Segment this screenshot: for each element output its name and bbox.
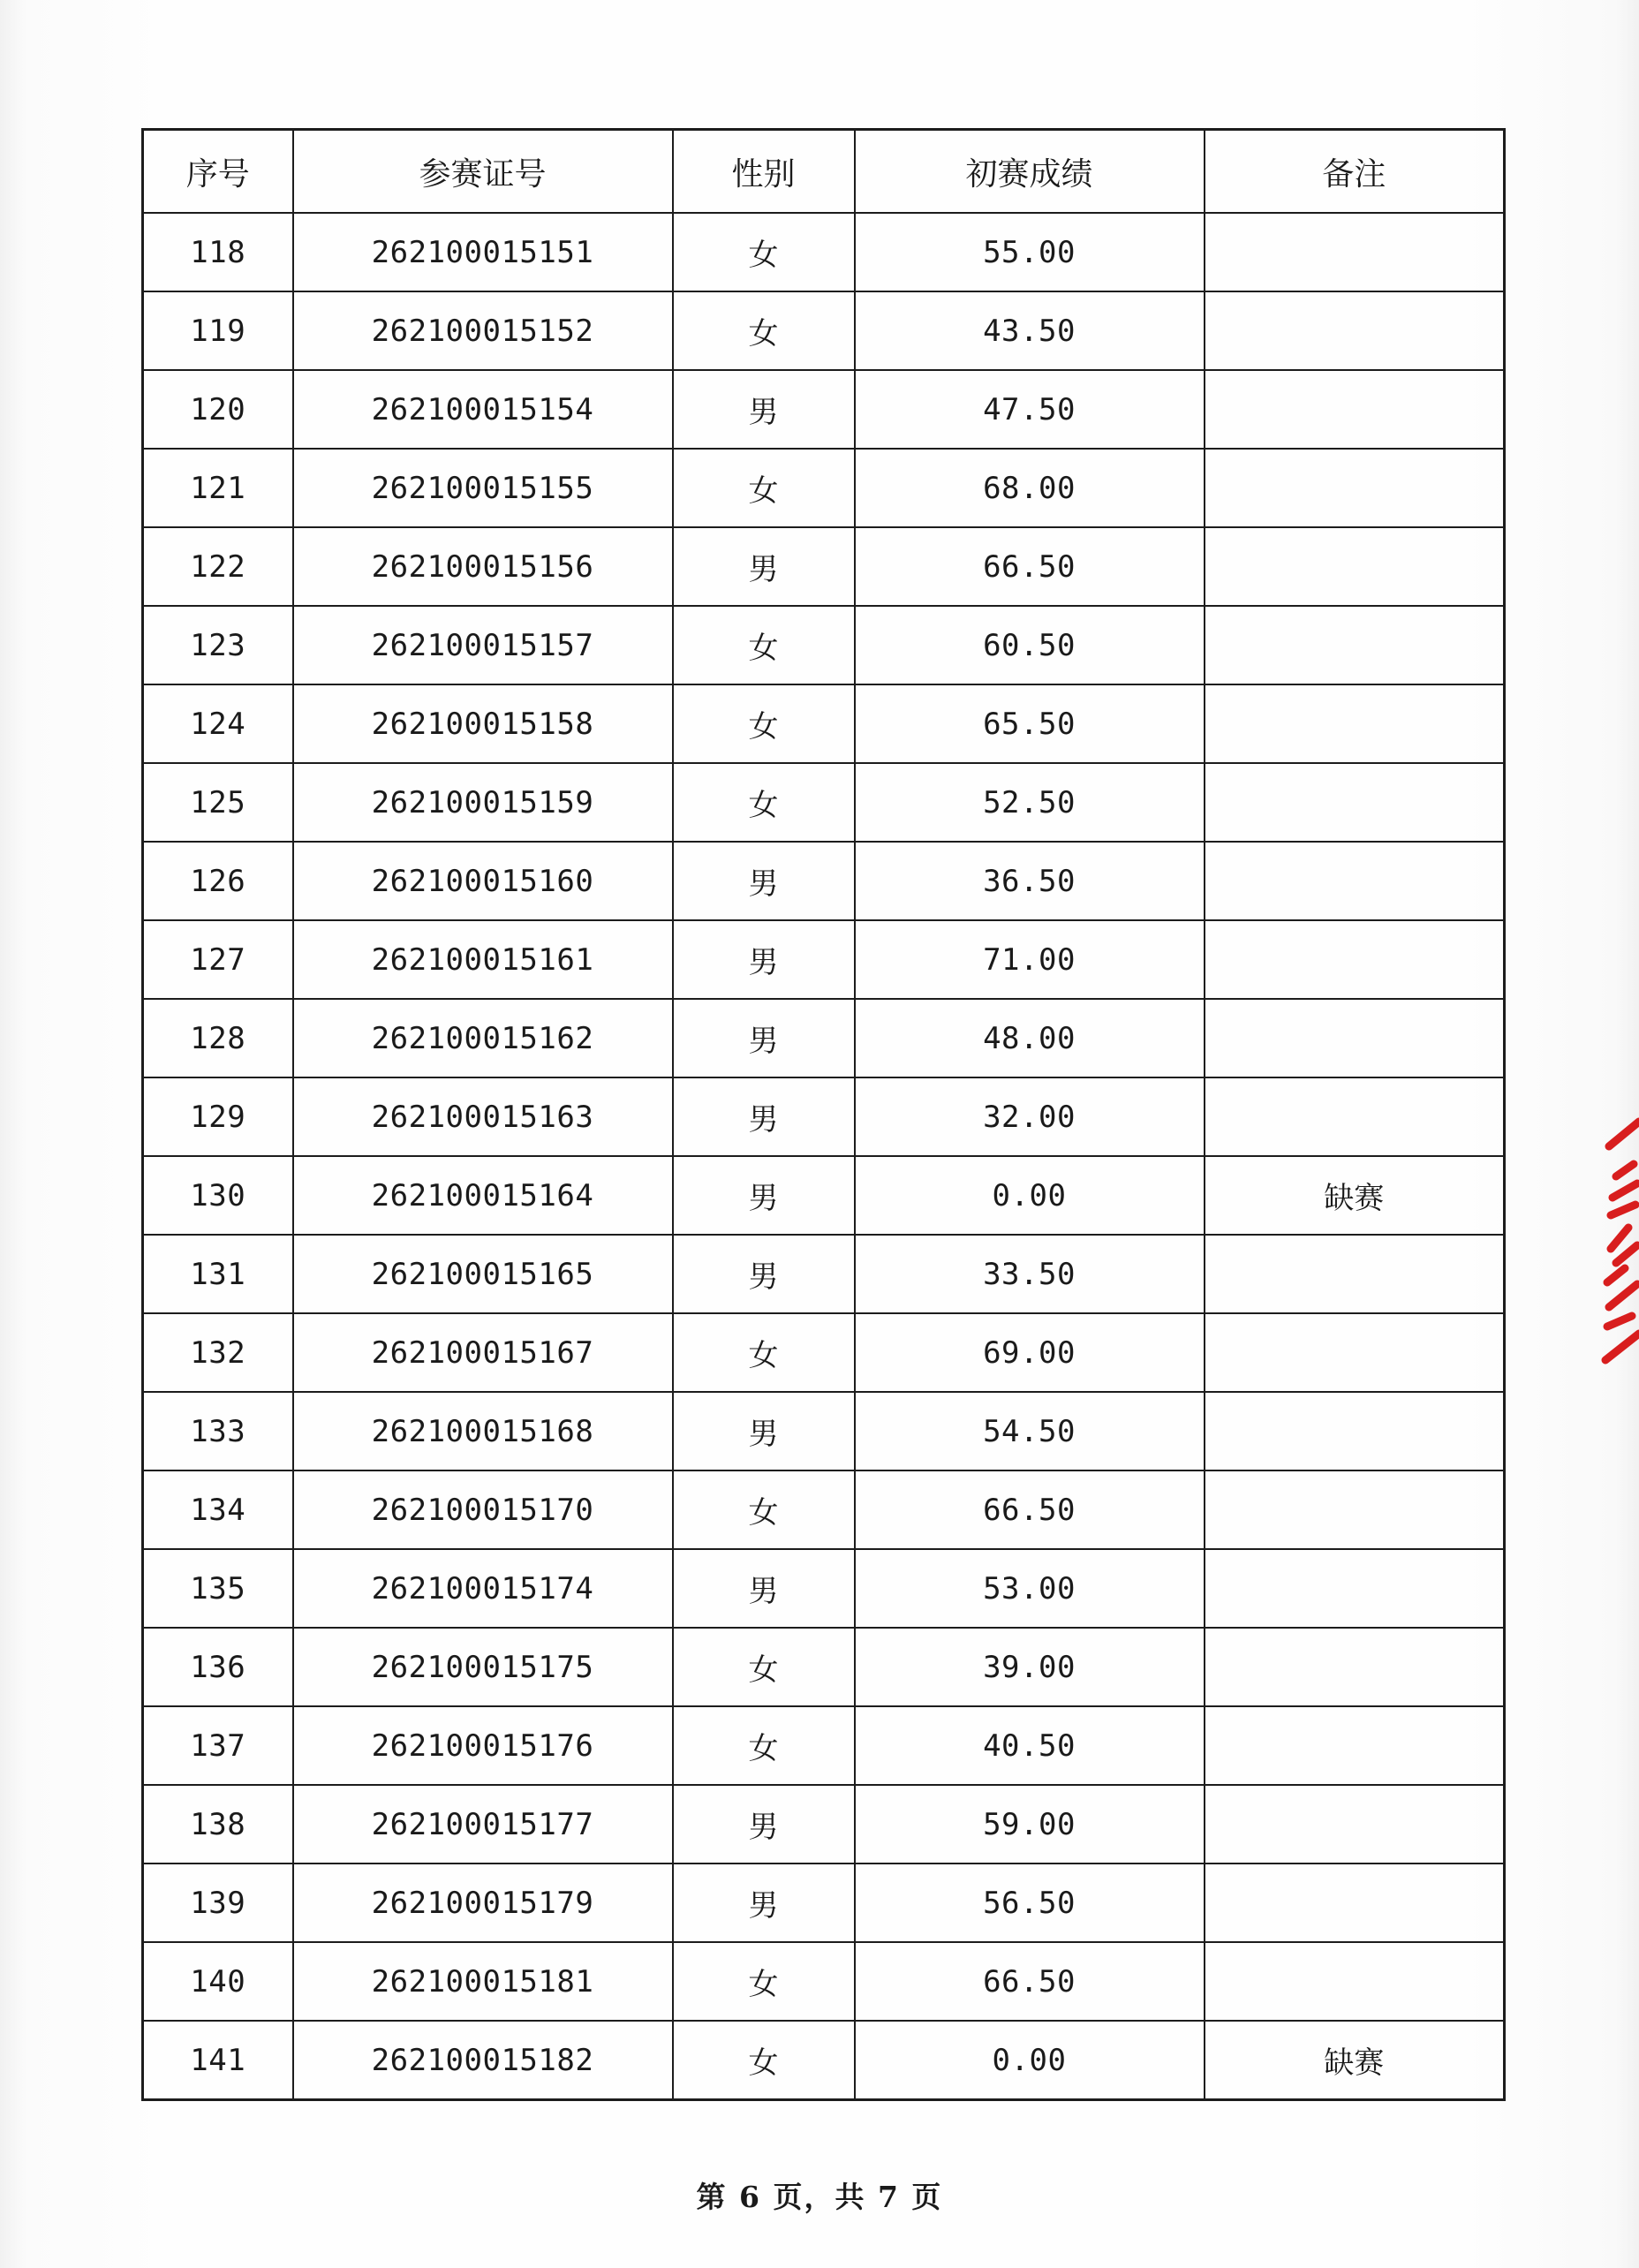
- table-row: [143, 1313, 1505, 1392]
- cell-entry-id: 262100015161: [293, 920, 673, 999]
- cell-score: 71.00: [855, 920, 1205, 999]
- cell-entry-id: 262100015167: [293, 1313, 673, 1392]
- cell-entry-id: 262100015159: [293, 763, 673, 842]
- cell-entry-id: 262100015164: [293, 1156, 673, 1235]
- cell-score: 0.00: [855, 1156, 1205, 1235]
- cell-score: 36.50: [855, 842, 1205, 920]
- cell-remark: [1205, 1785, 1505, 1864]
- table-row: [143, 1785, 1505, 1864]
- cell-index: 136: [143, 1628, 293, 1706]
- cell-remark: [1205, 213, 1505, 291]
- cell-gender: 男: [673, 1392, 855, 1470]
- cell-remark: [1205, 920, 1505, 999]
- cell-remark: [1205, 842, 1505, 920]
- table-row: [143, 1549, 1505, 1628]
- cell-gender: 女: [673, 1470, 855, 1549]
- cell-gender: 女: [673, 449, 855, 527]
- cell-gender: 女: [673, 1313, 855, 1392]
- cell-entry-id: 262100015175: [293, 1628, 673, 1706]
- cell-score: 47.50: [855, 370, 1205, 449]
- cell-index: 131: [143, 1235, 293, 1313]
- cell-entry-id: 262100015151: [293, 213, 673, 291]
- header-remark: 备注: [1205, 130, 1505, 214]
- cell-index: 123: [143, 606, 293, 684]
- table-header-row: [143, 130, 1505, 214]
- header-index: 序号: [143, 130, 293, 214]
- cell-remark: [1205, 684, 1505, 763]
- cell-score: 56.50: [855, 1864, 1205, 1942]
- cell-score: 53.00: [855, 1549, 1205, 1628]
- table-row: [143, 920, 1505, 999]
- cell-score: 59.00: [855, 1785, 1205, 1864]
- header-gender: 性别: [673, 130, 855, 214]
- cell-score: 48.00: [855, 999, 1205, 1077]
- cell-index: 125: [143, 763, 293, 842]
- cell-remark: [1205, 999, 1505, 1077]
- cell-index: 126: [143, 842, 293, 920]
- cell-entry-id: 262100015182: [293, 2021, 673, 2100]
- cell-score: 0.00: [855, 2021, 1205, 2100]
- cell-remark: [1205, 1628, 1505, 1706]
- cell-score: 39.00: [855, 1628, 1205, 1706]
- cell-entry-id: 262100015170: [293, 1470, 673, 1549]
- cell-entry-id: 262100015156: [293, 527, 673, 606]
- cell-score: 55.00: [855, 213, 1205, 291]
- table-row: [143, 1628, 1505, 1706]
- cell-gender: 男: [673, 1077, 855, 1156]
- cell-gender: 男: [673, 1864, 855, 1942]
- cell-remark: [1205, 527, 1505, 606]
- cell-gender: 男: [673, 920, 855, 999]
- cell-score: 65.50: [855, 684, 1205, 763]
- cell-index: 133: [143, 1392, 293, 1470]
- cell-remark: [1205, 1392, 1505, 1470]
- table-row: [143, 999, 1505, 1077]
- cell-entry-id: 262100015157: [293, 606, 673, 684]
- cell-gender: 男: [673, 1785, 855, 1864]
- cell-index: 129: [143, 1077, 293, 1156]
- cell-gender: 女: [673, 213, 855, 291]
- cell-remark: [1205, 1942, 1505, 2021]
- cell-gender: 女: [673, 763, 855, 842]
- cell-index: 141: [143, 2021, 293, 2100]
- cell-score: 68.00: [855, 449, 1205, 527]
- table-row: [143, 1942, 1505, 2021]
- cell-index: 119: [143, 291, 293, 370]
- cell-gender: 女: [673, 1628, 855, 1706]
- cell-index: 120: [143, 370, 293, 449]
- cell-entry-id: 262100015165: [293, 1235, 673, 1313]
- cell-index: 135: [143, 1549, 293, 1628]
- cell-entry-id: 262100015163: [293, 1077, 673, 1156]
- table-row: [143, 606, 1505, 684]
- table-row: [143, 1864, 1505, 1942]
- cell-entry-id: 262100015152: [293, 291, 673, 370]
- cell-gender: 男: [673, 527, 855, 606]
- cell-gender: 女: [673, 1706, 855, 1785]
- cell-entry-id: 262100015162: [293, 999, 673, 1077]
- cell-score: 40.50: [855, 1706, 1205, 1785]
- cell-index: 139: [143, 1864, 293, 1942]
- cell-index: 127: [143, 920, 293, 999]
- cell-entry-id: 262100015158: [293, 684, 673, 763]
- cell-index: 130: [143, 1156, 293, 1235]
- cell-index: 121: [143, 449, 293, 527]
- table-row: [143, 763, 1505, 842]
- cell-index: 128: [143, 999, 293, 1077]
- cell-remark: [1205, 291, 1505, 370]
- cell-gender: 女: [673, 606, 855, 684]
- cell-gender: 男: [673, 1235, 855, 1313]
- cell-gender: 女: [673, 684, 855, 763]
- table-row: [143, 684, 1505, 763]
- table-row: [143, 449, 1505, 527]
- header-score: 初赛成绩: [855, 130, 1205, 214]
- cell-index: 122: [143, 527, 293, 606]
- cell-entry-id: 262100015176: [293, 1706, 673, 1785]
- table-row: [143, 1392, 1505, 1470]
- cell-score: 33.50: [855, 1235, 1205, 1313]
- cell-gender: 女: [673, 2021, 855, 2100]
- cell-remark: 缺赛: [1205, 2021, 1505, 2100]
- cell-index: 137: [143, 1706, 293, 1785]
- cell-entry-id: 262100015155: [293, 449, 673, 527]
- cell-gender: 男: [673, 370, 855, 449]
- table-body: [143, 213, 1505, 2100]
- table-row: [143, 213, 1505, 291]
- cell-entry-id: 262100015154: [293, 370, 673, 449]
- cell-gender: 男: [673, 1549, 855, 1628]
- cell-gender: 女: [673, 291, 855, 370]
- cell-entry-id: 262100015179: [293, 1864, 673, 1942]
- cell-remark: [1205, 1470, 1505, 1549]
- cell-remark: [1205, 606, 1505, 684]
- cell-entry-id: 262100015177: [293, 1785, 673, 1864]
- cell-entry-id: 262100015168: [293, 1392, 673, 1470]
- cell-index: 134: [143, 1470, 293, 1549]
- cell-score: 69.00: [855, 1313, 1205, 1392]
- cell-remark: [1205, 449, 1505, 527]
- table-row: [143, 1235, 1505, 1313]
- cell-score: 60.50: [855, 606, 1205, 684]
- cell-entry-id: 262100015160: [293, 842, 673, 920]
- table-row: [143, 1077, 1505, 1156]
- cell-score: 43.50: [855, 291, 1205, 370]
- table-row: [143, 842, 1505, 920]
- table-row: [143, 1470, 1505, 1549]
- table-row: [143, 527, 1505, 606]
- cell-index: 118: [143, 213, 293, 291]
- cell-score: 54.50: [855, 1392, 1205, 1470]
- cell-remark: [1205, 763, 1505, 842]
- results-table: [141, 128, 1506, 2101]
- table-row: [143, 1706, 1505, 1785]
- cell-gender: 男: [673, 999, 855, 1077]
- cell-index: 138: [143, 1785, 293, 1864]
- cell-gender: 男: [673, 1156, 855, 1235]
- cell-remark: [1205, 1549, 1505, 1628]
- cell-score: 32.00: [855, 1077, 1205, 1156]
- cell-index: 124: [143, 684, 293, 763]
- cell-gender: 女: [673, 1942, 855, 2021]
- header-entry-id: 参赛证号: [293, 130, 673, 214]
- cell-index: 132: [143, 1313, 293, 1392]
- cell-score: 66.50: [855, 527, 1205, 606]
- cell-entry-id: 262100015181: [293, 1942, 673, 2021]
- cell-entry-id: 262100015174: [293, 1549, 673, 1628]
- table-row: [143, 1156, 1505, 1235]
- cell-remark: [1205, 1235, 1505, 1313]
- cell-remark: 缺赛: [1205, 1156, 1505, 1235]
- cell-remark: [1205, 1313, 1505, 1392]
- cell-score: 66.50: [855, 1942, 1205, 2021]
- cell-remark: [1205, 1706, 1505, 1785]
- cell-remark: [1205, 1864, 1505, 1942]
- table-row: [143, 370, 1505, 449]
- cell-gender: 男: [673, 842, 855, 920]
- cell-score: 66.50: [855, 1470, 1205, 1549]
- table-row: [143, 291, 1505, 370]
- page-number-footer: 第 6 页，共 7 页: [696, 2180, 943, 2214]
- cell-remark: [1205, 1077, 1505, 1156]
- cell-score: 52.50: [855, 763, 1205, 842]
- table-row: [143, 2021, 1505, 2100]
- seal-stamp: [1590, 1095, 1639, 1378]
- cell-remark: [1205, 370, 1505, 449]
- cell-index: 140: [143, 1942, 293, 2021]
